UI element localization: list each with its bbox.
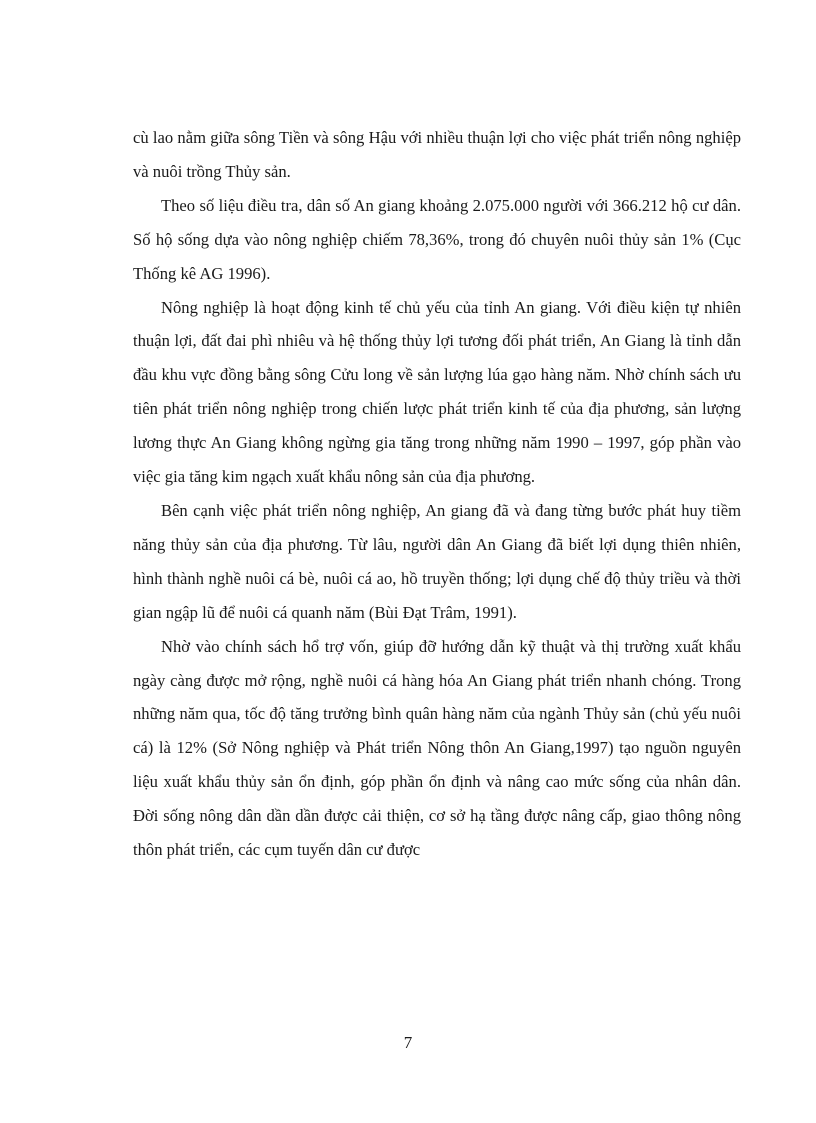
paragraph-3: Nông nghiệp là hoạt động kinh tế chủ yếu của tỉnh An giang. Với điều kiện tự nhiên thuận lợi, đất đai phì nhiêu và hệ thống thủy lợi tương đối phát triển, An Giang là tỉnh dẫn đầu khu vực đồng bằng sông Cửu long về sản lượng lúa gạo hàng năm. Nhờ chính sách ưu tiên phát triển nông nghiệp trong chiến lược phát triển kinh tế của địa phương, sản lượng lương thực An Giang không ngừng gia tăng trong những năm 1990 – 1997, góp phần vào việc gia tăng kim ngạch xuất khẩu nông sản của địa phương. bbox=[133, 297, 741, 487]
paragraph-5: Nhờ vào chính sách hổ trợ vốn, giúp đỡ hướng dẫn kỹ thuật và thị trường xuất khẩu ngày càng được mở rộng, nghề nuôi cá hàng hóa An Giang phát triển nhanh chóng. Trong những năm qua, tốc độ tăng trưởng bình quân hàng năm của ngành Thủy sản (chủ yếu nuôi cá) là 12% (Sở Nông nghiệp và Phát triển Nông thôn An Giang,1997) tạo nguồn nguyên liệu xuất khẩu thủy sản ổn định, góp phần ổn định và nâng cao mức sống của nhân dân. Đời sống nông dân dần dần được cải thiện, cơ sở hạ tầng được nâng cấp, giao thông nông thôn phát triển, các cụm tuyến dân cư được bbox=[133, 636, 741, 860]
document-body bbox=[133, 121, 741, 867]
paragraph-1: cù lao nằm giữa sông Tiền và sông Hậu với nhiều thuận lợi cho việc phát triển nông nghiệp và nuôi trồng Thủy sản. bbox=[133, 128, 741, 181]
paragraph-2: Theo số liệu điều tra, dân số An giang khoảng 2.075.000 người với 366.212 hộ cư dân. Số hộ sống dựa vào nông nghiệp chiếm 78,36%, trong đó chuyên nuôi thủy sản 1% (Cục Thống kê AG 1996). bbox=[133, 195, 741, 283]
paragraph-4: Bên cạnh việc phát triển nông nghiệp, An giang đã và đang từng bước phát huy tiềm năng thủy sản của địa phương. Từ lâu, người dân An Giang đã biết lợi dụng thiên nhiên, hình thành nghề nuôi cá bè, nuôi cá ao, hồ truyền thống; lợi dụng chế độ thủy triều và thời gian ngập lũ để nuôi cá quanh năm (Bùi Đạt Trâm, 1991). bbox=[133, 500, 741, 622]
page-number: 7 bbox=[403, 1033, 413, 1052]
